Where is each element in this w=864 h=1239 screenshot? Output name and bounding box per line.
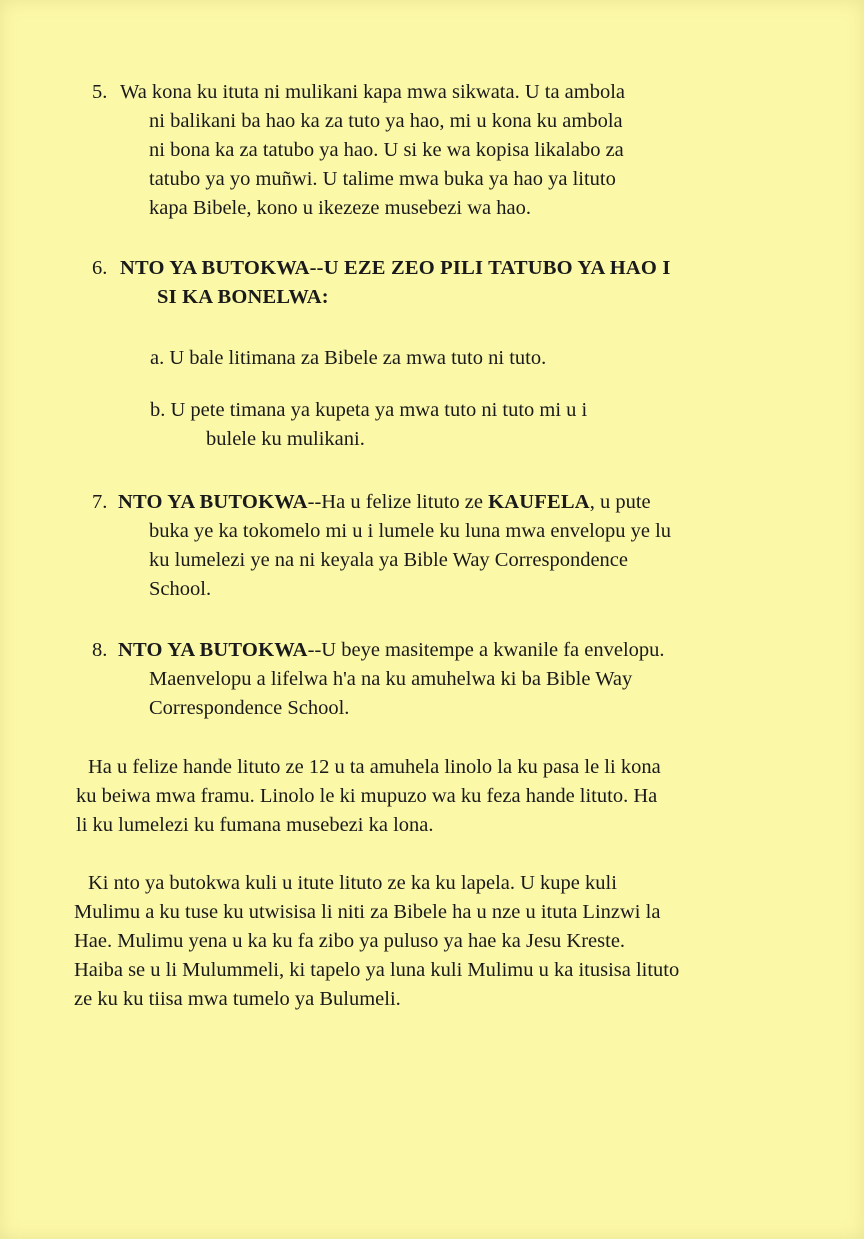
sub-item-a [150,344,546,373]
item-body [118,636,665,723]
emphasis-label: NTO YA BUTOKWA [118,491,308,513]
text-line: Mulimu a ku tuse ku utwisisa li niti za Bibele ha u nze u ituta Linzwi la [74,901,661,923]
paragraph-certificate [76,753,661,840]
text-line: ku beiwa mwa framu. Linolo le ki mupuzo wa ku feza hande lituto. Ha [76,785,658,807]
text-line [118,636,665,665]
text-line: ni balikani ba hao ka za tuto ya hao, mi u kona ku ambola [149,110,623,132]
text-line: bulele ku mulikani. [206,428,365,450]
paragraph-prayer [74,869,680,1014]
item-number: 8. [92,639,108,661]
text-span: --U beye masitempe a kwanile fa envelopu. [307,639,665,661]
text-line [118,488,671,517]
item-number: 5. [92,81,108,103]
emphasis-word: KAUFELA [488,491,590,513]
emphasis-label: NTO YA BUTOKWA [118,639,308,661]
text-line: Ha u felize hande lituto ze 12 u ta amuhela linolo la ku pasa le li kona [88,756,661,778]
text-line: ni bona ka za tatubo ya hao. U si ke wa kopisa likalabo za [149,139,624,161]
item-number: 7. [92,491,108,513]
text-span: --Ha u felize lituto ze [307,491,489,513]
text-line: buka ye ka tokomelo mi u i lumele ku luna mwa envelopu ye lu [149,520,672,542]
text-line: li ku lumelezi ku fumana musebezi ka lona. [76,814,434,836]
text-line: Correspondence School. [149,697,350,719]
text-line: kapa Bibele, kono u ikezeze musebezi wa hao. [149,197,531,219]
text-line: ze ku ku tiisa mwa tumelo ya Bulumeli. [74,988,401,1010]
heading-line: SI KA BONELWA: [157,286,329,308]
item-heading [120,254,671,312]
text-line: a. U bale litimana za Bibele za mwa tuto ni tuto. [150,347,547,369]
text-line: tatubo ya yo muñwi. U talime mwa buka ya hao ya lituto [149,168,616,190]
item-body [118,488,671,604]
text-line: Hae. Mulimu yena u ka ku fa zibo ya puluso ya hae ka Jesu Kreste. [74,930,626,952]
text-line: b. U pete timana ya kupeta ya mwa tuto ni tuto mi u i [150,399,588,421]
text-line: Wa kona ku ituta ni mulikani kapa mwa sikwata. U ta ambola [120,81,626,103]
item-number: 6. [92,257,108,279]
text-span: , u pute [589,491,651,513]
item-body [120,78,625,223]
sub-item-b [150,396,587,454]
heading-line: NTO YA BUTOKWA--U EZE ZEO PILI TATUBO YA HAO I [120,257,671,279]
text-line: Maenvelopu a lifelwa h'a na ku amuhelwa ki ba Bible Way [149,668,633,690]
text-line: School. [149,578,212,600]
text-line: ku lumelezi ye na ni keyala ya Bible Way Correspondence [149,549,628,571]
text-line: Ki nto ya butokwa kuli u itute lituto ze ka ku lapela. U kupe kuli [88,872,617,894]
text-line: Haiba se u li Mulummeli, ki tapelo ya luna kuli Mulimu u ka itusisa lituto [74,959,680,981]
